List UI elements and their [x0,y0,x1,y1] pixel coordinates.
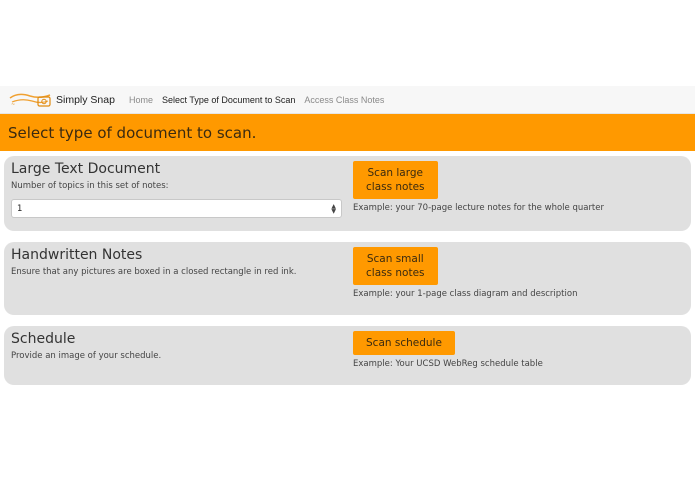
card-description: Ensure that any pictures are boxed in a closed rectangle in red ink. [11,267,297,277]
top-whitespace [0,0,695,86]
card-title: Handwritten Notes [11,247,143,263]
brand-name: Simply Snap [56,93,115,106]
nav-link-select-document[interactable]: Select Type of Document to Scan [161,94,296,105]
card-action [346,242,691,315]
card-example: Example: your 70-page lecture notes for the whole quarter [353,203,604,213]
scan-large-class-notes-button[interactable] [353,161,438,199]
card-schedule [4,326,691,385]
card-info [4,156,346,231]
nav-link-access-notes[interactable]: Access Class Notes [304,94,385,105]
card-handwritten-notes [4,242,691,315]
card-example: Example: your 1-page class diagram and description [353,289,578,299]
button-label-line: class notes [366,181,425,193]
button-label-line: Scan large [367,167,423,179]
button-label-line: Scan schedule [366,337,442,349]
card-info [4,242,346,315]
logo[interactable] [8,92,129,108]
card-description: Number of topics in this set of notes: [11,181,169,191]
card-example: Example: Your UCSD WebReg schedule table [353,359,543,369]
card-description: Provide an image of your schedule. [11,351,162,361]
document-type-list [0,151,695,385]
card-title: Schedule [11,331,76,347]
scan-small-class-notes-button[interactable] [353,247,438,285]
topics-count-select[interactable] [11,199,342,218]
select-value: 1 [17,203,23,214]
svg-text:~: ~ [11,101,16,108]
nav-link-home[interactable]: Home [128,94,153,105]
scan-schedule-button[interactable] [353,331,455,355]
button-label-line: Scan small [366,253,424,265]
simply-snap-logo-icon [8,92,52,108]
card-action [346,156,691,231]
card-title: Large Text Document [11,161,161,177]
page-banner [0,114,695,151]
card-large-text-document [4,156,691,231]
navbar [0,86,695,114]
page-title: Select type of document to scan. [8,123,257,142]
sort-arrows-icon: ▲ ▼ [331,202,336,215]
card-action [346,326,691,385]
button-label-line: class notes [366,267,425,279]
card-info [4,326,346,385]
